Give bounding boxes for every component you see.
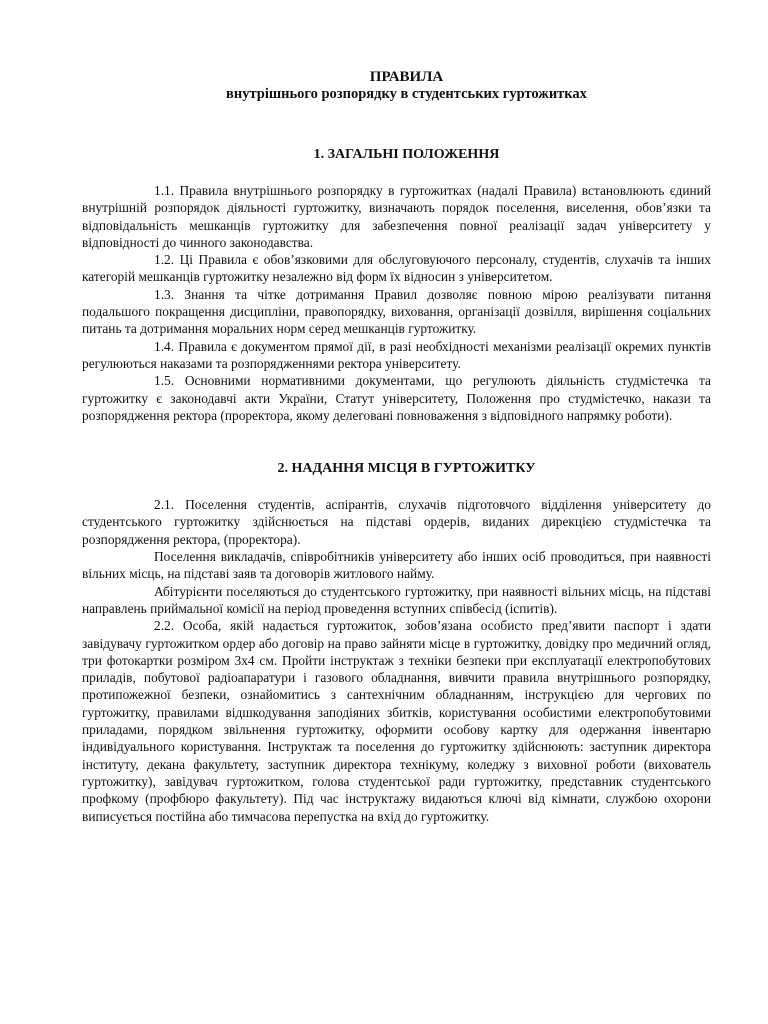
section-heading <box>82 146 711 163</box>
paragraph: 1.3. Знання та чітке дотримання Правил дозволяє повною мірою реалізувати питання подальшого покращення дисципліни, правопорядку, виховання, організації дозвілля, вирішення соціальних питань та дотримання моральних норм серед мешканців гуртожитку. <box>82 286 711 337</box>
paragraph: Абітурієнти поселяються до студентського гуртожитку, при наявності вільних місць, на підставі направлень приймальної комісії на період проведення вступних співбесід (іспитів). <box>82 583 711 616</box>
paragraph: 2.2. Особа, якій надається гуртожиток, зобов’язана особисто пред’явити паспорт і здати завідувачу гуртожитком ордер або договір на право зайняти місце в гуртожитку, довідку про медичний огляд, три фотокартки розміром 3х4 см. Пройти інструктаж з техніки безпеки при експлуатації електропобутових приладів, побутової радіоапаратури і газового обладнання, вивчити правила внутрішнього розпорядку, протипожежної безпеки, ознайомитись з сантехнічним обладнанням, інструкцією для чергових по гуртожитку, правилами відшкодування заподіяних збитків, користування особистими електропобутовими приладами, порядком звільнення гуртожитку, оформити особову картку для одержання інвентарю індивідуального користування. Інструктаж та поселення до гуртожитку здійснюють: заступник директора інституту, декана факультету, заступник директора технікуму, коледжу з виховної роботи (вихователь гуртожитку), завідувач гуртожитком, голова студентської ради гуртожитку, представник студентського профкому (профбюро факультету). Під час інструктажу видаються ключі від кімнати, службою охорони виписується постійна або тимчасова перепустка на вхід до гуртожитку. <box>82 618 711 824</box>
paragraph: Поселення викладачів, співробітників університету або інших осіб проводиться, при наявності вільних місць, на підставі заяв та договорів житлового найму. <box>82 549 711 582</box>
document-title: ПРАВИЛА <box>369 69 444 85</box>
paragraph: 1.1. Правила внутрішнього розпорядку в гуртожитках (надалі Правила) встановлюють єдиний внутрішній розпорядок діяльності гуртожитку, визначають порядок поселення, виселення, обов’язки та відповідальність мешканців гуртожитку для забезпечення повної реалізації задач університету у відповідності до чинного законодавства. <box>82 183 711 250</box>
paragraph: 1.2. Ці Правила є обов’язковими для обслуговуючого персоналу, студентів, слухачів та інших категорій мешканців гуртожитку незалежно від форм їх відносин з університетом. <box>82 252 711 285</box>
paragraph: 1.4. Правила є документом прямої дії, в разі необхідності механізми реалізації окремих пунктів регулюються наказами та розпорядженнями ректора університету. <box>82 338 711 371</box>
paragraph: 1.5. Основними нормативними документами, що регулюють діяльність студмістечка та гуртожитку є законодавчі акти України, Статут університету, Положення про студмістечко, накази та розпорядження ректора (проректора, якому делеговані повноваження з відповідного напрямку роботи). <box>82 373 711 423</box>
section-heading: 2. НАДАННЯ МІСЦЯ В ГУРТОЖИТКУ <box>277 461 536 477</box>
document-subtitle: внутрішнього розпорядку в студентських гуртожитках <box>226 86 587 102</box>
section-heading-text: 1. ЗАГАЛЬНІ ПОЛОЖЕННЯ <box>313 147 500 162</box>
paragraph: 2.1. Поселення студентів, аспірантів, слухачів підготовчого відділення університету до студентського гуртожитку здійснюється на підставі ордерів, виданих дирекцією студмістечка та розпорядження ректора, (проректора). <box>82 497 711 547</box>
